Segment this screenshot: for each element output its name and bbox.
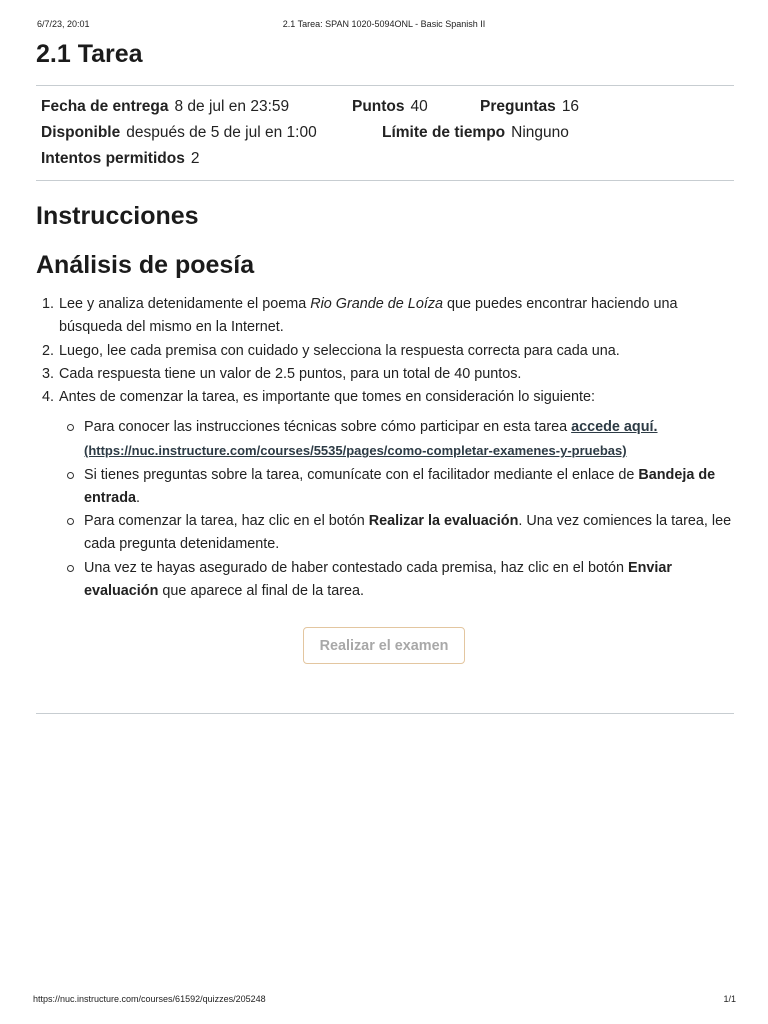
list-item <box>84 557 732 604</box>
bullet-circle-icon <box>67 472 74 479</box>
bullet-circle-icon <box>67 518 74 525</box>
list-item-text: Para comenzar la tarea, haz clic en el botón <box>84 513 369 530</box>
step-text: Cada respuesta tiene un valor de 2.5 puntos, para un total de 40 puntos. <box>59 365 522 382</box>
list-item <box>84 510 732 557</box>
step-number: 4. <box>42 389 55 406</box>
available <box>41 124 317 142</box>
access-here-link[interactable]: accede aquí. <box>571 419 658 435</box>
instructions-heading: Instrucciones <box>36 202 199 230</box>
quiz-title: 2.1 Tarea <box>36 40 143 68</box>
step-item <box>42 340 732 363</box>
allowed-attempts <box>41 150 199 168</box>
step-text: que puedes encontrar haciendo una búsqueda del mismo en la Internet. <box>59 296 678 336</box>
step-number: 1. <box>42 296 55 312</box>
step-text: Lee y analiza detenidamente el poema <box>59 296 311 312</box>
step-item <box>42 386 732 409</box>
due-date-value: 8 de jul en 23:59 <box>174 98 290 115</box>
list-item-text: Una vez te hayas asegurado de haber contestado cada premisa, haz clic en el botón <box>84 559 628 576</box>
bullet-circle-icon <box>67 565 74 572</box>
bullet-circle-icon <box>67 424 74 431</box>
time-limit <box>382 124 569 142</box>
due-date-label: Fecha de entrega <box>41 98 169 115</box>
divider <box>36 85 734 86</box>
questions-label: Preguntas <box>480 98 556 115</box>
page-count: 1/1 <box>723 994 736 1004</box>
poetry-analysis-heading: Análisis de poesía <box>36 251 255 279</box>
instructions-url-link[interactable]: (https://nuc.instructure.com/courses/5535/pages/como-completar-examenes-y-pruebas) <box>84 443 627 459</box>
time-limit-value: Ninguno <box>511 124 569 141</box>
print-document-title: 2.1 Tarea: SPAN 1020-5094ONL - Basic Spanish II <box>282 19 486 29</box>
print-datetime: 6/7/23, 20:01 <box>37 19 90 29</box>
time-limit-label: Límite de tiempo <box>382 124 506 141</box>
allowed-attempts-value: 2 <box>190 150 200 167</box>
take-evaluation-label: Realizar la evaluación <box>368 513 519 530</box>
points-label: Puntos <box>352 98 405 115</box>
list-item <box>84 464 732 511</box>
points <box>352 98 428 116</box>
take-quiz-button[interactable]: Realizar el examen <box>303 627 465 664</box>
available-label: Disponible <box>41 124 121 141</box>
submit-evaluation-label: Enviar evaluación <box>84 559 672 600</box>
points-value: 40 <box>410 98 428 115</box>
list-item <box>84 416 732 464</box>
questions-value: 16 <box>561 98 580 115</box>
step-item <box>42 363 732 386</box>
list-item-text: . Una vez comiences la tarea, lee cada pregunta detenidamente. <box>84 513 732 553</box>
poem-title: Rio Grande de Loíza <box>310 296 444 312</box>
step-text: Antes de comenzar la tarea, es importante que tomes en consideración lo siguiente: <box>59 389 595 406</box>
divider <box>36 180 734 181</box>
inbox-label: Bandeja de entrada <box>84 466 716 506</box>
allowed-attempts-label: Intentos permitidos <box>41 150 185 167</box>
step-number: 3. <box>42 365 55 382</box>
step-item <box>42 293 732 340</box>
list-item-text: que aparece al final de la tarea. <box>158 583 364 600</box>
step-number: 2. <box>42 342 55 359</box>
print-url: https://nuc.instructure.com/courses/61592/quizzes/205248 <box>33 994 266 1004</box>
questions <box>480 98 579 116</box>
list-item-text: . <box>135 489 140 506</box>
step-text: Luego, lee cada premisa con cuidado y selecciona la respuesta correcta para cada una. <box>59 342 620 359</box>
divider <box>36 713 734 714</box>
available-value: después de 5 de jul en 1:00 <box>126 124 317 141</box>
considerations-list <box>84 416 732 603</box>
due-date <box>41 98 289 116</box>
list-item-text: Si tienes preguntas sobre la tarea, comunícate con el facilitador mediante el enlace de <box>84 466 639 483</box>
instruction-steps <box>42 293 732 409</box>
list-item-text: Para conocer las instrucciones técnicas sobre cómo participar en esta tarea <box>84 419 572 435</box>
print-header <box>0 19 768 31</box>
